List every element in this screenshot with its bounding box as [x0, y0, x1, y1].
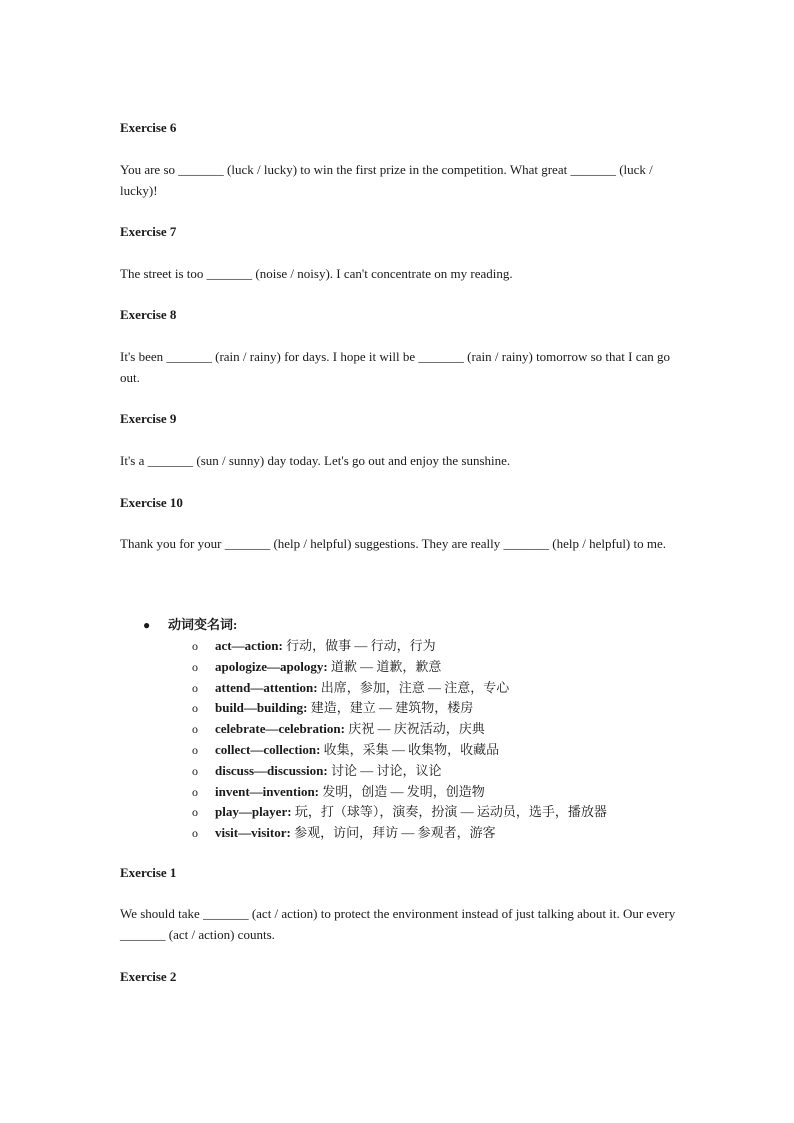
list-item-meaning: 道歉 — 道歉，歉意 [330, 659, 442, 674]
exercise-8-text: It's been _______ (rain / rainy) for days. I hope it will be _______ (rain / rainy) tomorrow so that I can go out. [120, 349, 671, 385]
exercise-9-text: It's a _______ (sun / sunny) day today. Let's go out and enjoy the sunshine. [120, 453, 511, 468]
list-item-meaning: 参观，访问，拜访 — 参观者，游客 [294, 825, 496, 840]
list-item-term: visit—visitor: [215, 825, 291, 840]
list-item-meaning: 收集，采集 — 收集物，收藏品 [323, 742, 500, 757]
exercise-1-text: We should take _______ (act / action) to protect the environment instead of just talking about it. Our every _______ (act / action) counts. [120, 906, 676, 942]
exercise-8-title: Exercise 8 [120, 307, 177, 322]
list-item-meaning: 玩，打（球等），演奏，扮演 — 运动员，选手，播放器 [294, 804, 607, 819]
circle-bullet-icon: o [192, 681, 198, 695]
list-item [192, 697, 473, 718]
list-item-term: build—building: [215, 700, 308, 715]
list-item [192, 718, 485, 739]
exercise-10-text: Thank you for your _______ (help / helpful) suggestions. They are really _______ (help / helpful) to me. [120, 536, 666, 551]
list-item-term: act—action: [215, 638, 283, 653]
exercise-7-text: The street is too _______ (noise / noisy). I can't concentrate on my reading. [120, 266, 513, 281]
list-item-meaning: 讨论 — 讨论，议论 [330, 763, 442, 778]
list-item [192, 677, 509, 698]
list-item-meaning: 建造，建立 — 建筑物，楼房 [310, 700, 474, 715]
circle-bullet-icon: o [192, 743, 198, 757]
circle-bullet-icon: o [192, 785, 198, 799]
exercise-7-title: Exercise 7 [120, 224, 177, 239]
exercise-1-title: Exercise 1 [120, 865, 177, 880]
list-item-term: celebrate—celebration: [215, 721, 345, 736]
list-item-meaning: 发明，创造 — 发明，创造物 [322, 784, 485, 799]
list-item [192, 760, 441, 781]
list-item [192, 635, 436, 656]
bullet-dot-icon: ● [143, 618, 151, 632]
exercise-2-title: Exercise 2 [120, 969, 177, 984]
circle-bullet-icon: o [192, 826, 198, 840]
section-label: 动词变名词: [168, 617, 238, 632]
list-item-term: play—player: [215, 804, 292, 819]
circle-bullet-icon: o [192, 639, 198, 653]
list-item-term: attend—attention: [215, 680, 318, 695]
list-item-meaning: 出席，参加，注意 — 注意，专心 [320, 680, 510, 695]
list-item [192, 656, 441, 677]
circle-bullet-icon: o [192, 722, 198, 736]
exercise-6-text: You are so _______ (luck / lucky) to win the first prize in the competition. What great _______ (luck / lucky)! [120, 162, 653, 198]
circle-bullet-icon: o [192, 660, 198, 674]
exercise-9-title: Exercise 9 [120, 411, 177, 426]
list-item-meaning: 行动，做事 — 行动，行为 [286, 638, 436, 653]
list-item [192, 781, 485, 802]
circle-bullet-icon: o [192, 805, 198, 819]
list-item [192, 739, 499, 760]
list-item [192, 822, 496, 843]
exercise-6-title: Exercise 6 [120, 120, 177, 135]
list-item-term: apologize—apology: [215, 659, 328, 674]
list-item [192, 801, 607, 822]
list-item-term: discuss—discussion: [215, 763, 328, 778]
circle-bullet-icon: o [192, 701, 198, 715]
list-item-term: invent—invention: [215, 784, 320, 799]
list-item-term: collect—collection: [215, 742, 321, 757]
list-item-meaning: 庆祝 — 庆祝活动，庆典 [348, 721, 485, 736]
circle-bullet-icon: o [192, 764, 198, 778]
exercise-10-title: Exercise 10 [120, 495, 183, 510]
